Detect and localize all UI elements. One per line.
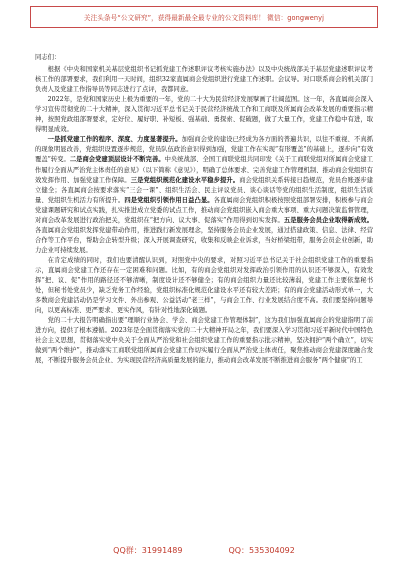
paragraph-text: 党的二十大报告明确指出要“理顺行业协会、学会、商会党建工作管理体制”，这为我们加强直属商会的党建指明了前进方向，提供了根本遵循。2023年是全面贯彻落实党的二十大精神开局之年，我们要深入学习贯彻习近平新时代中国特色社会主义思想，贯彻落实党中央关于全面从严治党和社会组织党建工作的重要指示批示精神，坚决拥护“两个确立”，切实做到“两个维护”，推动落实工商联党组所属商会党建工作切实履行全面从严治党主体责任，聚焦推动商会党建深度融合发展，不断提升服务会员企业、为实现民营经济高质量发展的能力，推动商会改革发展不断推进商会服务“两个健康”的工 [35,317,373,365]
paragraph [35,256,373,316]
paragraph-text: 中央统战部、全国工商联党组共同印发《关于工商联党组对所属商会党建工作履行全面从严治党主体责任的意见》（以下简称《意见》），明确了总体要求、完善党建工作管理机制、推动商会党组织有效发挥作用、加强党建工作保障。 [35,156,373,184]
paragraph-text: 根据《中央和国家机关基层党组织书记抓党建工作述职评议考核实施办法》以及中央统战部关于基层党建述职评议考核工作的部署要求，我们利用一天时间，组织32家直属商会党组织进行党建工作述职。会议导。对口联系商会的机关部门负责人及党建工作指导员等同志进行了点评，我都同意。 [35,66,373,94]
bold-heading-text: 一是抓党建工作的程序、深度、力度显著提升。 [47,136,182,144]
paragraph-text: 商会党组织关系转接日趋规范，党员台账逐步建立健全；各直属商会按要求落实“三会一课”、组织生活会、民主评议党员、谈心谈话等党的组织生活制度，组织生活质量、党组织生机活力有所提升。 [35,176,374,204]
document-body [35,53,373,366]
promo-banner: 关注头条号“公文研究”，获得最新最全最专业的公文资料库！ 微信：gongwenyj [30,6,378,28]
bold-heading-text: 五是服务会员企业取得新成效。 [283,216,373,224]
bold-heading-text: 三是党组织规范化建设水平稳步提升。 [130,176,240,184]
paragraph-text: 加强商会党的建设已经成为各方面的普遍共识，以往不重视、不真抓的现象明显改善，党组织设置逐步规范，党员队伍政治意识得到加强，党建工作在实现“有形覆盖”的基础上，逐步向“有效覆盖”转变。 [35,136,374,164]
paragraph-text: 2022年，是党和国家历史上极为重要的一年，党的二十大为民营经济发展擘画了壮阔蓝图。这一年，各直属商会深入学习宣传贯彻党的二十大精神，深入贯彻习近平总书记关于民营经济统战工作和工商联及所属商会改革发展的重要指示精神，按照党政组部署要求，定好位、履好职、补短板、强基础、勇探索、促破题，做了大量工作，党建工作稳中有进，取得明显成效。 [35,96,373,134]
greeting: 同志们： [35,54,61,61]
paragraph [35,65,373,95]
paragraph-text: 各直属商会党组织积极按照党组部署安排，积极参与商会党建课题研究和试点实践，扎实推进成立党委的试点工作，推动商会党组织嵌入商会重大事项、重大问题决策监督管理，对商会改革发展进行政治把关，党组织在“把方向、议大事、促落实”作用得到切实发挥。 [35,196,374,224]
paragraph [35,135,373,256]
paragraph-list [35,65,373,366]
bold-heading-text: 二是商会党建顶层设计不断完善。 [69,156,165,164]
paragraph [35,316,373,366]
footer-qq: QQ：535304092 [228,546,295,555]
paragraph-text: 在肯定成绩的同时，我们也要清醒认识到，对照党中央的要求，对照习近平总书记关于社会组织党建工作的重要指示，直属商会党建工作还存在一定困难和问题。比如，有的商会党组织对发挥政治引领作用的认识还不够深入，有效发挥“把、议、促”作用的路径还不够清晰，制度设计还不够健全；有的商会组织力量还比较薄弱，党建工作主要依靠秘书处，但秘书处党员少，缺乏党务工作经验，党组织标准化规范化建设水平还有较大差距；有的商会党建活动形式单一，大多数商会党建活动仍是学习文件、外出参观、公益活动“老三样”，与商会工作、行业发展结合度不高。我们要坚持问题导向，以更高标准、更严要求、更实作风，有针对性地深化破题。 [35,256,373,315]
footer-qq-group: QQ群：31991489 [113,546,183,555]
footer-contacts [0,545,408,559]
bold-heading-text: 四是党组织引领作用日益凸显。 [124,196,214,204]
paragraph [35,95,373,135]
paragraph-text: 各直属商会党组织发挥党建带动作用，推进践行新发展理念，坚持服务会员企业发展，通过搭建政策、信息、法律、经营合作等工作平台，帮助会企转型升级；深入开展调查研究，收集和反映企业诉求，当好桥梁纽带，服务会员企业创新，助力企业可持续发展。 [35,226,373,254]
